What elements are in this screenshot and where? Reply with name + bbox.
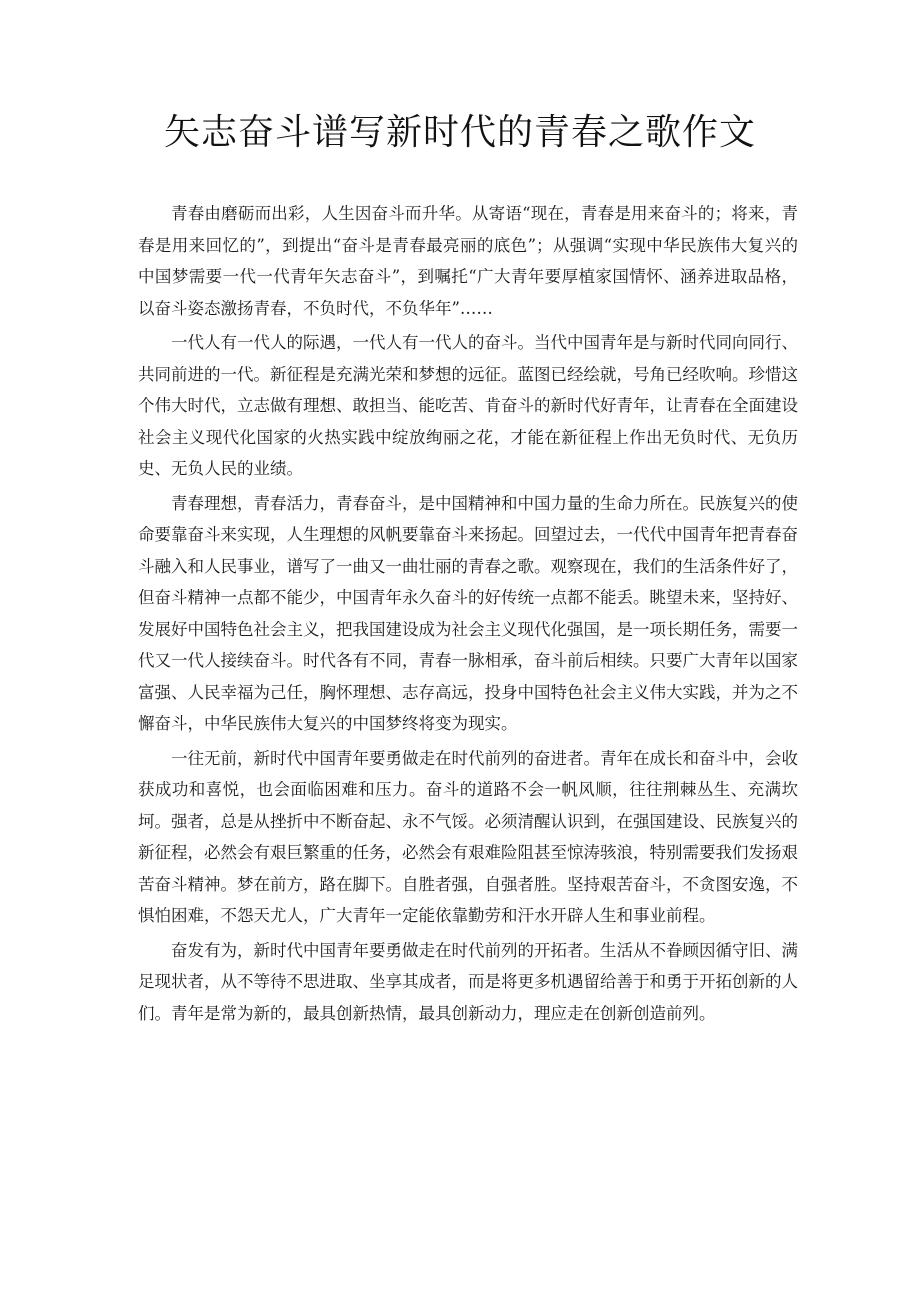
- paragraph-2: 一代人有一代人的际遇，一代人有一代人的奋斗。当代中国青年是与新时代同向同行、共同前进的一代。新征程是充满光荣和梦想的远征。蓝图已经绘就，号角已经吹响。珍惜这个伟大时代，立志做有理想、敢担当、能吃苦、肯奋斗的新时代好青年，让青春在全面建设社会主义现代化国家的火热实践中绽放绚丽之花，才能在新征程上作出无负时代、无负历史、无负人民的业绩。: [138, 333, 798, 478]
- paragraph-5: 奋发有为，新时代中国青年要勇做走在时代前列的开拓者。生活从不眷顾因循守旧、满足现状者，从不等待不思进取、坐享其成者，而是将更多机遇留给善于和勇于开拓创新的人们。青年是常为新的，最具创新热情，最具创新动力，理应走在创新创造前列。: [138, 940, 798, 1023]
- paragraph-3: 青春理想，青春活力，青春奋斗，是中国精神和中国力量的生命力所在。民族复兴的使命要靠奋斗来实现，人生理想的风帆要靠奋斗来扬起。回望过去，一代代中国青年把青春奋斗融入和人民事业，谱写了一曲又一曲壮丽的青春之歌。观察现在，我们的生活条件好了，但奋斗精神一点都不能少，中国青年永久奋斗的好传统一点都不能丢。眺望未来，坚持好、发展好中国特色社会主义，把我国建设成为社会主义现代化强国，是一项长期任务，需要一代又一代人接续奋斗。时代各有不同，青春一脉相承，奋斗前后相续。只要广大青年以国家富强、人民幸福为己任，胸怀理想、志存高远，投身中国特色社会主义伟大实践，并为之不懈奋斗，中华民族伟大复兴的中国梦终将变为现实。: [138, 493, 798, 733]
- paragraph-1: 青春由磨砺而出彩，人生因奋斗而升华。从寄语“现在，青春是用来奋斗的；将来，青春是用来回忆的”，到提出“奋斗是青春最亮丽的底色”；从强调“实现中华民族伟大复兴的中国梦需要一代一代青年矢志奋斗”，到嘱托“广大青年要厚植家国情怀、涵养进取品格，以奋斗姿态激扬青春，不负时代，不负华年”……: [138, 204, 798, 318]
- document-body: [138, 198, 798, 1032]
- paragraph-4: 一往无前，新时代中国青年要勇做走在时代前列的奋进者。青年在成长和奋斗中，会收获成功和喜悦，也会面临困难和压力。奋斗的道路不会一帆风顺，往往荆棘丛生、充满坎坷。强者，总是从挫折中不断奋起、永不气馁。必须清醒认识到，在强国建设、民族复兴的新征程，必然会有艰巨繁重的任务，必然会有艰难险阻甚至惊涛骇浪，特别需要我们发扬艰苦奋斗精神。梦在前方，路在脚下。自胜者强，自强者胜。坚持艰苦奋斗，不贪图安逸，不惧怕困难，不怨天尤人，广大青年一定能依靠勤劳和汗水开辟人生和事业前程。: [138, 748, 798, 925]
- document-title: 矢志奋斗谱写新时代的青春之歌作文: [163, 112, 756, 153]
